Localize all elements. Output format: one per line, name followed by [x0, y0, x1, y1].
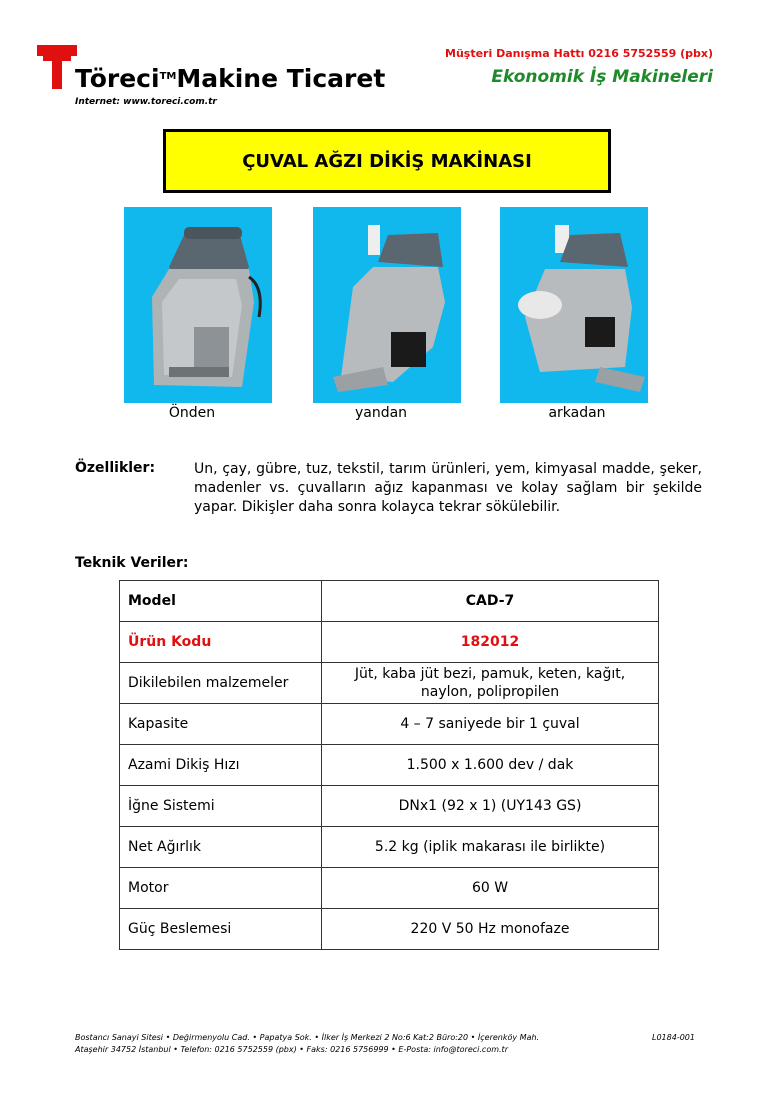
footer-address-line-1: Bostancı Sanayi Sitesi • Değirmenyolu Cad. • Papatya Sok. • İlker İş Merkezi 2 No:6 Kat:2 Büro:20 • İçerenköy Mah.: [75, 1033, 540, 1042]
table-row: [120, 663, 659, 704]
footer-address-line-2: Ataşehir 34752 İstanbul • Telefon: 0216 5752559 (pbx) • Faks: 0216 5756999 • E-Posta: info@toreci.com.tr: [75, 1045, 508, 1054]
spec-key: Kapasite: [120, 704, 322, 745]
spec-key: Motor: [120, 868, 322, 909]
sewing-machine-side-icon: [313, 207, 461, 403]
website: Internet: www.toreci.com.tr: [75, 97, 217, 107]
table-row: [120, 786, 659, 827]
sewing-machine-front-icon: [124, 207, 272, 403]
spec-key: Net Ağırlık: [120, 827, 322, 868]
spec-value: 60 W: [322, 868, 659, 909]
spec-value: 5.2 kg (iplik makarası ile birlikte): [322, 827, 659, 868]
table-row: [120, 704, 659, 745]
brand-name: Töreci™Makine Ticaret: [75, 64, 386, 93]
table-row: [120, 581, 659, 622]
spec-value: 1.500 x 1.600 dev / dak: [322, 745, 659, 786]
machine-photo-front: [124, 207, 272, 403]
spec-key: Güç Beslemesi: [120, 909, 322, 950]
spec-value: 220 V 50 Hz monofaze: [322, 909, 659, 950]
spec-key: İğne Sistemi: [120, 786, 322, 827]
slogan: Ekonomik İş Makineleri: [491, 67, 713, 87]
spec-key: Model: [120, 581, 322, 622]
photo-caption-side: yandan: [354, 405, 408, 421]
photo-caption-front: Önden: [168, 405, 216, 421]
table-row: [120, 745, 659, 786]
machine-photo-side: [313, 207, 461, 403]
spec-value: DNx1 (92 x 1) (UY143 GS): [322, 786, 659, 827]
spec-value: 182012: [322, 622, 659, 663]
red-t-logo-icon: [37, 45, 77, 89]
sewing-machine-back-icon: [500, 207, 648, 403]
spec-key: Dikilebilen malzemeler: [120, 663, 322, 704]
spec-value: 4 – 7 saniyede bir 1 çuval: [322, 704, 659, 745]
machine-photo-back: [500, 207, 648, 403]
trademark: TM: [159, 71, 177, 82]
table-row: [120, 868, 659, 909]
table-row: [120, 622, 659, 663]
photo-caption-back: arkadan: [548, 405, 606, 421]
spec-value: CAD-7: [322, 581, 659, 622]
document-code: L0184-001: [652, 1033, 695, 1042]
spec-value: Jüt, kaba jüt bezi, pamuk, keten, kağıt, naylon, polipropilen: [322, 663, 659, 704]
features-text: Un, çay, gübre, tuz, tekstil, tarım ürünleri, yem, kimyasal madde, şeker, madenler vs. çuvalların ağız kapanması ve kolay sağlam bir şekilde yapar. Dikişler daha sonra kolayca tekrar sökülebilir.: [194, 461, 702, 515]
hotline: Müşteri Danışma Hattı 0216 5752559 (pbx): [445, 47, 713, 60]
spec-key: Ürün Kodu: [120, 622, 322, 663]
tech-specs-label: Teknik Veriler:: [75, 555, 189, 571]
spec-key: Azami Dikiş Hızı: [120, 745, 322, 786]
page-title: ÇUVAL AĞZI DİKİŞ MAKİNASI: [163, 129, 611, 193]
spec-table: [119, 580, 659, 950]
table-row: [120, 909, 659, 950]
table-row: [120, 827, 659, 868]
features-label: Özellikler:: [75, 460, 156, 476]
